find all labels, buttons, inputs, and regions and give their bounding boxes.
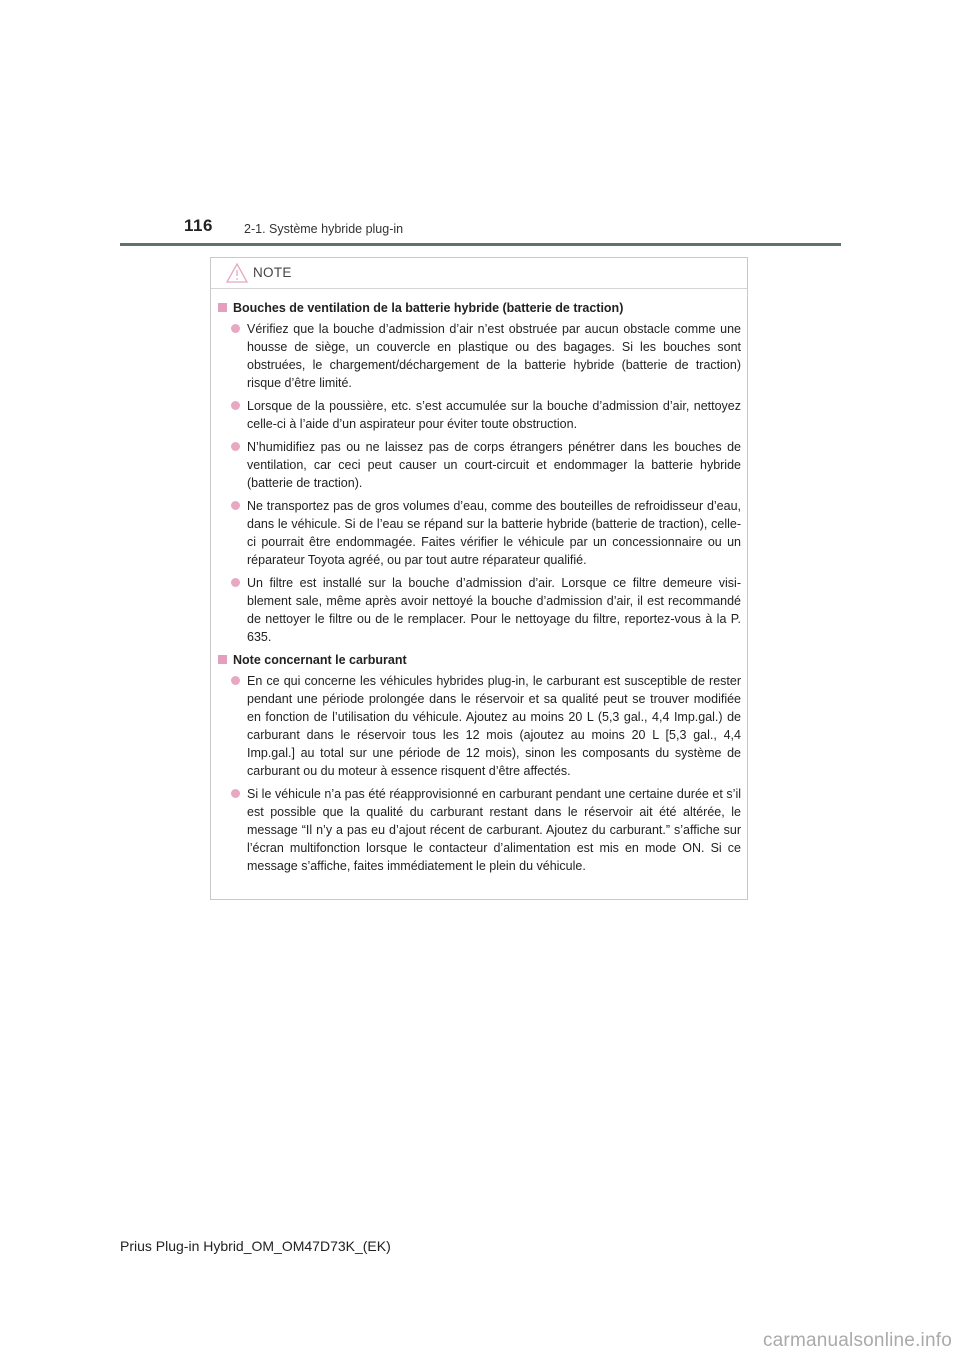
note-body [211, 289, 747, 875]
section-heading [217, 651, 741, 669]
circle-bullet-icon [231, 324, 240, 333]
circle-bullet-icon [231, 442, 240, 451]
list-item [231, 320, 741, 392]
footer-watermark: carmanualsonline.info [762, 1330, 952, 1351]
list-item [231, 672, 741, 780]
section-heading [217, 299, 741, 317]
list-item [231, 397, 741, 433]
note-label: NOTE [253, 265, 292, 280]
list-item [231, 785, 741, 875]
chapter-title: 2-1. Système hybride plug-in [244, 222, 404, 236]
list-item-text: Ne transportez pas de gros volumes d’eau, comme des bouteilles de refroidisseur d’eau, dans le véhicule. Si de l’eau se répand sur la batterie hybride (batterie de traction), celle-ci pourrait être endommagée. Faites vérifier le véhicule par un concessionnaire ou un réparateur Toyota agréé, ou par tout autre réparateur qualifié. [247, 499, 741, 567]
circle-bullet-icon [231, 401, 240, 410]
section-heading-text: Bouches de ventilation de la batterie hybride (batterie de traction) [233, 301, 624, 315]
circle-bullet-icon [231, 789, 240, 798]
list-item-text: Vérifiez que la bouche d’admission d’air n’est obstruée par aucun obstacle comme une housse de siège, un couvercle en plastique ou des bagages. Si les bouches sont obstruées, le chargement/déchargement de la batterie hybride (batterie de traction) risque d’être limité. [247, 322, 741, 390]
square-bullet-icon [218, 303, 227, 312]
section-heading-text: Note concernant le carburant [233, 653, 407, 667]
list-item [231, 497, 741, 569]
list-item-text: N’humidifiez pas ou ne laissez pas de corps étrangers pénétrer dans les bouches de ventilation, car ceci peut causer un court-circuit et endommager la batterie hybride (batterie de traction). [247, 440, 741, 490]
header-rule [120, 243, 841, 246]
page-number: 116 [184, 216, 213, 235]
circle-bullet-icon [231, 501, 240, 510]
note-box [210, 257, 748, 900]
circle-bullet-icon [231, 676, 240, 685]
list-item [231, 438, 741, 492]
warning-icon [225, 262, 249, 284]
list-item-text: En ce qui concerne les véhicules hybrides plug-in, le carburant est susceptible de rester pendant une période prolongée dans le réservoir et sa qualité peut se trouver modifiée en fonction de l’utilisation du véhicule. Ajoutez au moins 20 L (5,3 gal., 4,4 Imp.gal.) de carburant dans le réservoir tous les 12 mois (ajoutez au moins 20 L [5,3 gal., 4,4 Imp.gal.] au total sur une période de 12 mois), sinon les composants du système de carburant ou du moteur à essence risquent d’être affectés. [247, 674, 741, 778]
circle-bullet-icon [231, 578, 240, 587]
list-item-text: Un filtre est installé sur la bouche d’admission d’air. Lorsque ce filtre demeure visiblement sale, même après avoir nettoyé la bouche d’admission d’air, il est recommandé de nettoyer le filtre ou de le remplacer. Pour le nettoyage du filtre, reportez-vous à la P. 635. [247, 576, 741, 644]
footer-model-code: Prius Plug-in Hybrid_OM_OM47D73K_(EK) [120, 1238, 391, 1254]
list-item-text: Si le véhicule n’a pas été réapprovisionné en carburant pendant une certaine durée et s’il est possible que la qualité du carburant restant dans le réservoir ait été altérée, le message “Il n’y a pas eu d’ajout récent de carburant. Ajoutez du carburant.” s’affiche sur l’écran multifonction lorsque le contacteur d’alimentation est mis en mode ON. Si ce message s’affiche, faites immédiatement le plein du véhicule. [247, 787, 741, 873]
list-item-text: Lorsque de la poussière, etc. s’est accumulée sur la bouche d’admission d’air, nettoyez celle-ci à l’aide d’un aspirateur pour éviter toute obstruction. [247, 399, 741, 431]
square-bullet-icon [218, 655, 227, 664]
note-header [211, 258, 747, 289]
list-item [231, 574, 741, 646]
